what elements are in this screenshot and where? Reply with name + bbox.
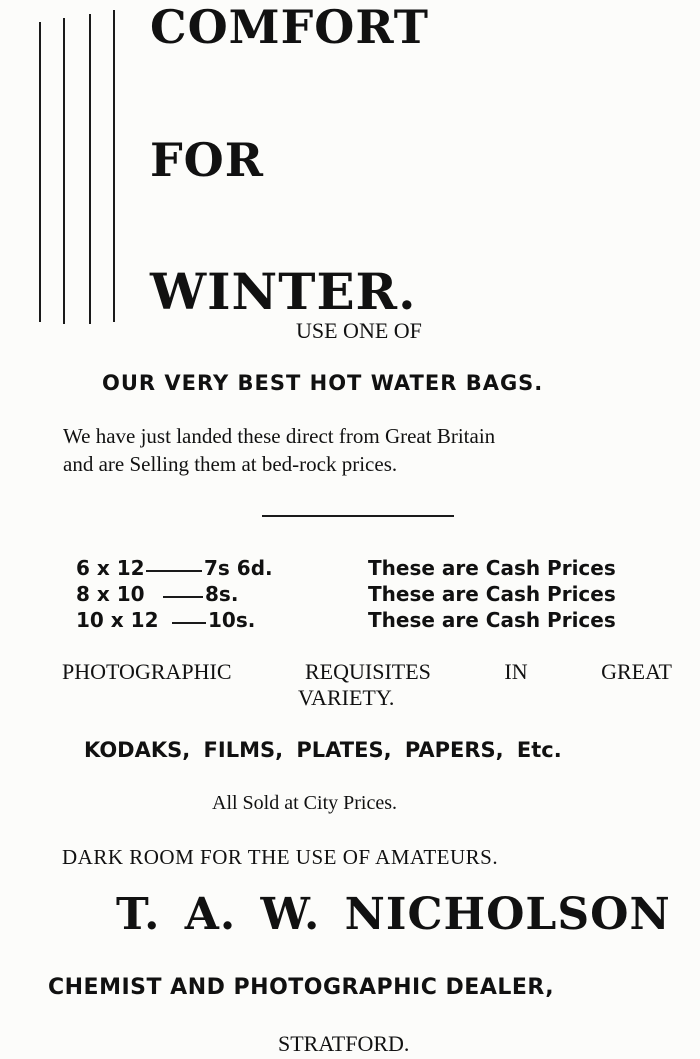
kodaks-films-line: KODAKS, FILMS, PLATES, PAPERS, Etc. [84,738,562,762]
business-town: STRATFORD. [278,1031,410,1056]
price-row-2-dash [163,596,203,598]
section-divider [262,515,454,517]
business-trade: CHEMIST AND PHOTOGRAPHIC DEALER, [48,975,555,1000]
description-line-1: We have just landed these direct from Great Britain [63,424,496,448]
price-row-2-size: 8 x 10 [76,582,145,606]
price-row-3-size: 10 x 12 [76,608,159,632]
price-row-2-price: 8s. [205,582,239,606]
decorative-vertical-rule-4 [113,10,115,322]
price-row-1-size: 6 x 12 [76,556,145,580]
price-row-3-price: 10s. [208,608,256,632]
decorative-vertical-rule-2 [63,18,65,324]
price-row-1-price: 7s 6d. [204,556,273,580]
headline-winter: WINTER. [150,262,417,321]
price-row-3-dash [172,622,206,624]
decorative-vertical-rule-1 [39,22,41,322]
decorative-vertical-rule-3 [89,14,91,324]
city-prices-text: All Sold at City Prices. [212,792,397,814]
description-line-2: and are Selling them at bed-rock prices. [63,452,398,476]
photographic-requisites-line-2: VARIETY. [298,685,395,710]
use-one-of-text: USE ONE OF [296,318,422,343]
headline-for: FOR [150,133,264,187]
photographic-requisites-line-1: PHOTOGRAPHIC REQUISITES IN GREAT [62,659,672,684]
price-row-2-note: These are Cash Prices [368,582,616,606]
price-row-1-dash [146,570,202,572]
headline-comfort: COMFORT [150,0,429,54]
price-row-3-note: These are Cash Prices [368,608,616,632]
price-row-1-note: These are Cash Prices [368,556,616,580]
product-heading: OUR VERY BEST HOT WATER BAGS. [102,371,544,395]
dark-room-text: DARK ROOM FOR THE USE OF AMATEURS. [62,845,499,869]
business-name: T. A. W. NICHOLSON [116,889,671,940]
